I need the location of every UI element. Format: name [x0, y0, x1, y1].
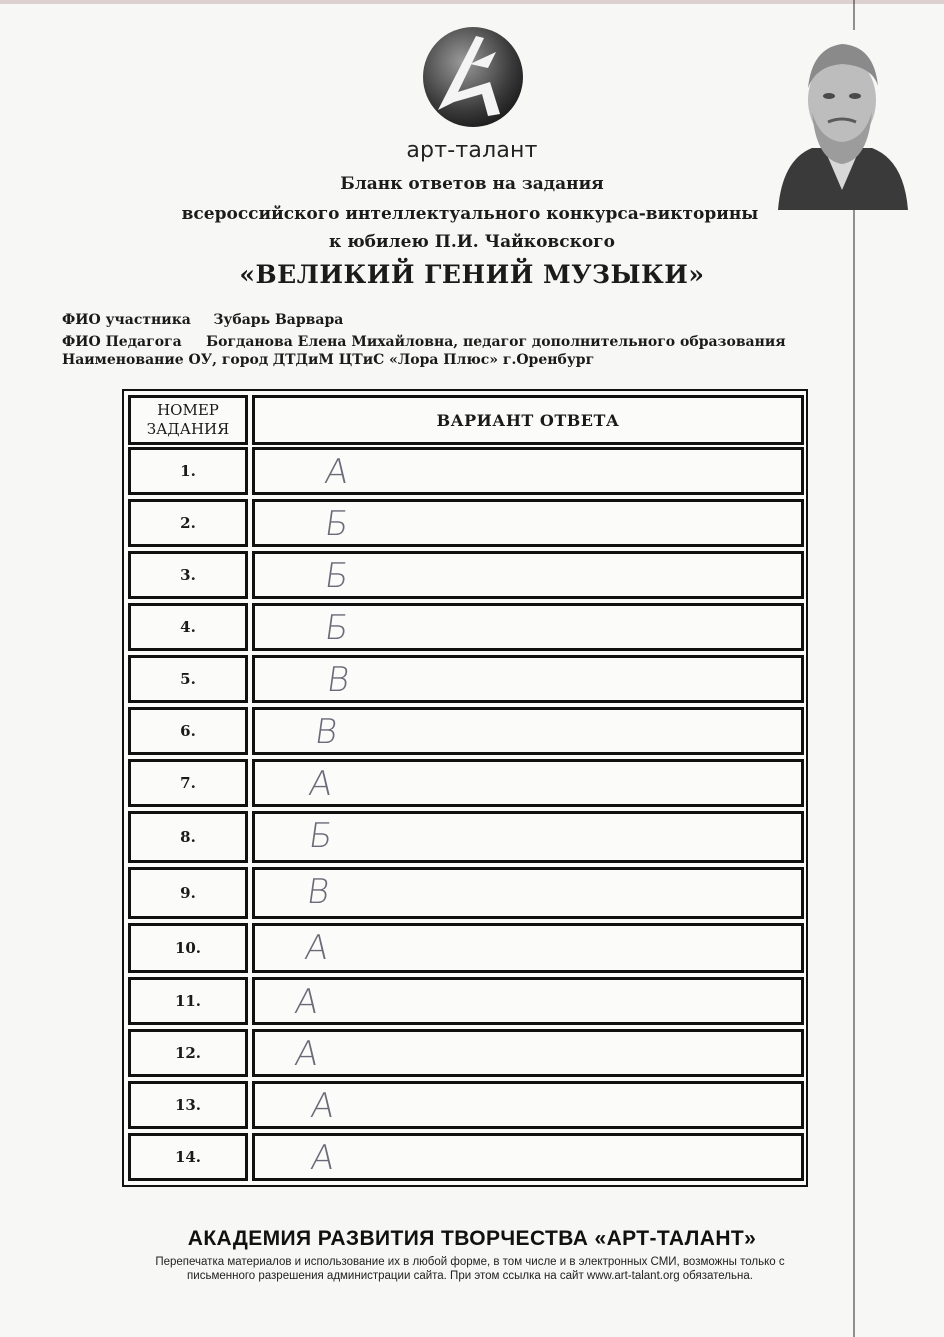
- answer-cell: [252, 923, 804, 973]
- task-number: 7.: [128, 759, 248, 807]
- answer-cell: [252, 1029, 804, 1077]
- answer-cell: [252, 707, 804, 755]
- answer-cell: [252, 551, 804, 599]
- task-number: 3.: [128, 551, 248, 599]
- answer-cell: [252, 977, 804, 1025]
- handwritten-answer: Б: [306, 816, 336, 856]
- form-title-line-1: Бланк ответов на задания: [340, 174, 604, 194]
- header-task-number-line2: ЗАДАНИЯ: [146, 420, 230, 438]
- header-task-number: [128, 395, 248, 445]
- task-number: 6.: [128, 707, 248, 755]
- handwritten-answer: А: [306, 764, 336, 804]
- table-row: [128, 551, 804, 599]
- table-row: [128, 707, 804, 755]
- table-row: [128, 1029, 804, 1077]
- handwritten-answer: В: [312, 712, 341, 752]
- handwritten-answer: А: [308, 1138, 338, 1178]
- form-title-line-2: всероссийского интеллектуального конкурса-викторины: [181, 204, 759, 224]
- participant-label: ФИО участника: [62, 312, 191, 328]
- form-title-line-3: к юбилею П.И. Чайковского: [329, 232, 615, 252]
- contest-name: «ВЕЛИКИЙ ГЕНИЙ МУЗЫКИ»: [239, 260, 705, 289]
- table-row: [128, 867, 804, 919]
- footer-note-line2: письменного разрешения администрации сайта. При этом ссылка на сайт www.art-talant.org обязательна.: [187, 1270, 753, 1282]
- table-header: [128, 395, 804, 445]
- art-talant-logo: [418, 22, 528, 132]
- table-row: [128, 447, 804, 495]
- participant-line: [62, 312, 343, 328]
- answer-cell: [252, 499, 804, 547]
- scan-top-edge: [0, 0, 944, 4]
- task-number: 10.: [128, 923, 248, 973]
- handwritten-answer: В: [304, 872, 333, 912]
- teacher-value: Богданова Елена Михайловна, педагог дополнительного образования: [206, 334, 786, 350]
- handwritten-answer: А: [292, 1034, 322, 1074]
- task-number: 8.: [128, 811, 248, 863]
- answer-cell: [252, 867, 804, 919]
- school-line: [62, 352, 594, 368]
- table-row: [128, 923, 804, 973]
- handwritten-answer: Б: [322, 608, 352, 648]
- table-row: [128, 977, 804, 1025]
- brand-name: арт-талант: [406, 138, 538, 163]
- task-number: 13.: [128, 1081, 248, 1129]
- footer-note-line1: Перепечатка материалов и использование их в любой форме, в том числе и в электронных СМИ, возможны только с: [155, 1256, 785, 1268]
- answer-cell: [252, 655, 804, 703]
- handwritten-answer: Б: [322, 504, 352, 544]
- answer-cell: [252, 811, 804, 863]
- handwritten-answer: А: [292, 982, 322, 1022]
- answer-cell: [252, 447, 804, 495]
- header-task-number-line1: НОМЕР: [157, 401, 219, 419]
- handwritten-answer: Б: [322, 556, 352, 596]
- task-number: 4.: [128, 603, 248, 651]
- teacher-label: ФИО Педагога: [62, 334, 182, 350]
- handwritten-answer: А: [308, 1086, 338, 1126]
- handwritten-answer: А: [302, 928, 332, 968]
- answer-cell: [252, 1081, 804, 1129]
- task-number: 12.: [128, 1029, 248, 1077]
- answer-cell: [252, 1133, 804, 1181]
- handwritten-answer: А: [322, 452, 352, 492]
- participant-value: Зубарь Варвара: [213, 312, 344, 328]
- table-row: [128, 1133, 804, 1181]
- header-answer-option: ВАРИАНТ ОТВЕТА: [252, 395, 804, 445]
- school-value: ДТДиМ ЦТиС «Лора Плюс» г.Оренбург: [272, 352, 595, 368]
- answer-table: [122, 389, 808, 1187]
- footer-note: [70, 1255, 870, 1283]
- table-row: [128, 759, 804, 807]
- footer-title: АКАДЕМИЯ РАЗВИТИЯ ТВОРЧЕСТВА «АРТ-ТАЛАНТ»: [187, 1227, 757, 1250]
- answer-cell: [252, 759, 804, 807]
- task-number: 5.: [128, 655, 248, 703]
- table-row: [128, 603, 804, 651]
- table-row: [128, 499, 804, 547]
- table-row: [128, 655, 804, 703]
- task-number: 2.: [128, 499, 248, 547]
- task-number: 11.: [128, 977, 248, 1025]
- handwritten-answer: В: [324, 660, 353, 700]
- table-row: [128, 811, 804, 863]
- task-number: 9.: [128, 867, 248, 919]
- answer-cell: [252, 603, 804, 651]
- teacher-line: [62, 334, 786, 350]
- task-number: 14.: [128, 1133, 248, 1181]
- task-number: 1.: [128, 447, 248, 495]
- table-row: [128, 1081, 804, 1129]
- school-label: Наименование ОУ, город: [62, 352, 269, 368]
